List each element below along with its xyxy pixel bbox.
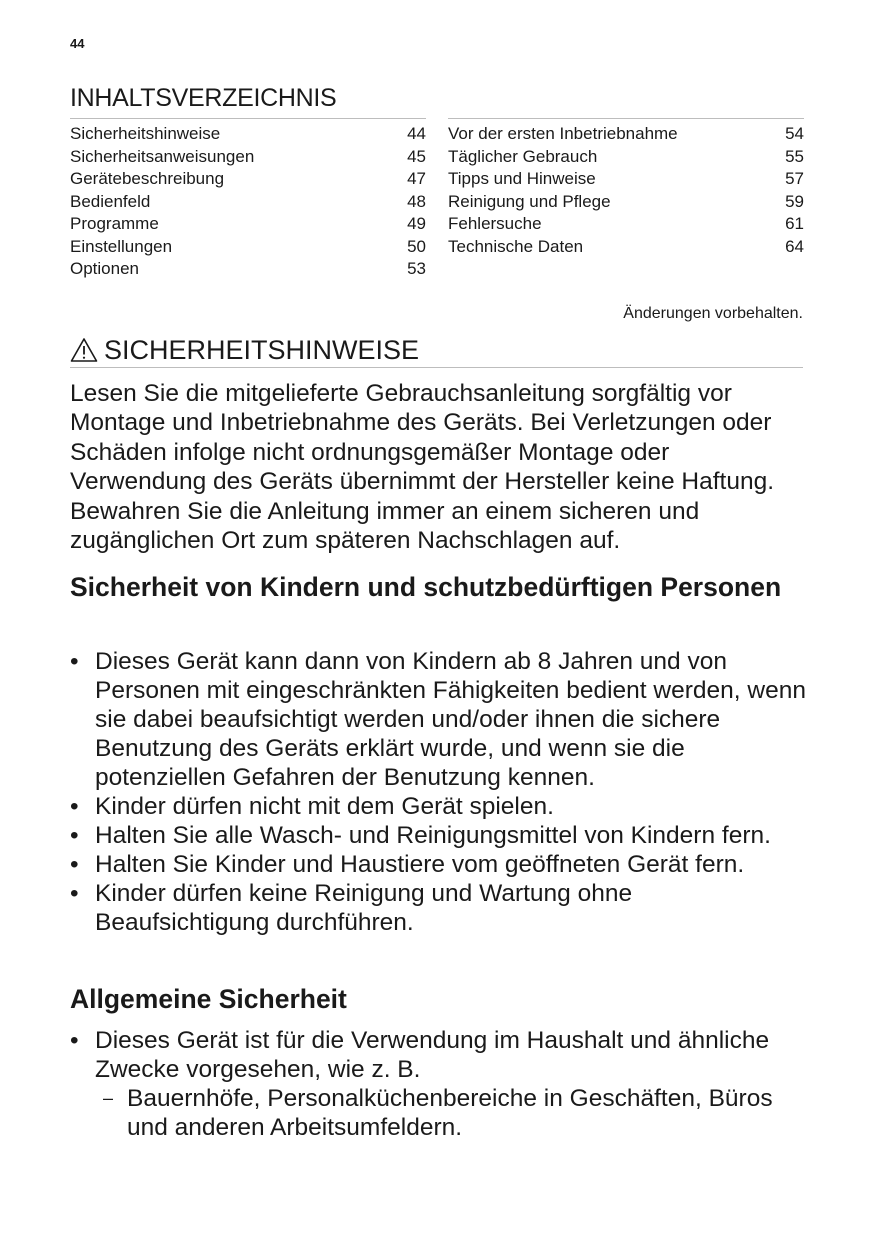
- general-safety-list: [70, 1026, 810, 1142]
- toc-entry-page: 61: [785, 214, 804, 233]
- list-item-text: Dieses Gerät ist für die Verwendung im Haushalt und ähnliche Zwecke vorgesehen, wie z. B.: [95, 1027, 770, 1083]
- toc-entry-page: 48: [407, 191, 426, 211]
- toc-entry-label: Einstellungen: [70, 236, 173, 256]
- toc-entry-label: Bedienfeld: [70, 191, 151, 211]
- list-item: [70, 879, 810, 937]
- toc-entry[interactable]: [448, 236, 804, 259]
- toc-entry-page: 57: [785, 169, 804, 188]
- list-item-text: Dieses Gerät kann dann von Kindern ab 8 Jahren und von Personen mit eingeschränkten Fähigkeiten bedient werden, wenn sie dabei beaufsichtigt werden und/oder ihnen die sichere Benutzung des Geräts erklärt wurde, und wenn sie die potenziellen Gefahren der Benutzung kennen.: [95, 648, 806, 791]
- sub-list-item-text: Bauernhöfe, Personalküchenbereiche in Geschäften, Büros und anderen Arbeitsumfeldern.: [127, 1085, 773, 1141]
- toc-entry[interactable]: [448, 146, 804, 169]
- toc-entry-page: 53: [407, 259, 426, 278]
- toc-entry[interactable]: [70, 191, 426, 214]
- toc-entry[interactable]: [70, 258, 426, 281]
- toc-entry-page: 47: [407, 169, 426, 188]
- bullet-marker: •: [70, 880, 79, 907]
- safety-title-text: SICHERHEITSHINWEISE: [104, 334, 420, 365]
- list-item-text: Kinder dürfen keine Reinigung und Wartung ohne Beaufsichtigung durchführen.: [95, 880, 633, 936]
- toc-entry-label: Programme: [70, 214, 159, 233]
- page-number: 44: [70, 36, 85, 51]
- toc-entry-label: Technische Daten: [448, 236, 584, 256]
- bullet-marker: •: [70, 851, 79, 878]
- toc-entry-page: 45: [407, 146, 426, 166]
- changes-reserved-note: Änderungen vorbehalten.: [623, 305, 803, 322]
- toc-entry-page: 55: [785, 146, 804, 166]
- dash-marker: –: [103, 1088, 114, 1108]
- toc-entry[interactable]: [448, 168, 804, 191]
- toc-entry-label: Täglicher Gebrauch: [448, 146, 598, 166]
- toc-right-column: [448, 118, 804, 258]
- toc-entry[interactable]: [70, 213, 426, 236]
- warning-triangle-icon: [70, 337, 98, 363]
- toc-entry[interactable]: [448, 123, 804, 146]
- toc-entry-page: 54: [785, 124, 804, 143]
- list-item-text: Halten Sie Kinder und Haustiere vom geöffneten Gerät fern.: [95, 851, 745, 878]
- toc-entry-label: Gerätebeschreibung: [70, 169, 225, 188]
- toc-entry-label: Vor der ersten Inbetriebnahme: [448, 124, 678, 143]
- safety-intro-paragraph: Lesen Sie die mitgelieferte Gebrauchsanleitung sorgfältig vor Montage und Inbetriebnahme des Geräts. Bei Verletzungen oder Schäden infolge nicht ordnungsgemäßer Montage oder Verwendung des Geräts übernimmt der Hersteller keine Haftung. Bewahren Sie die Anleitung immer an einem sicheren und zugänglichen Ort zum späteren Nachschlagen auf.: [70, 380, 775, 555]
- toc-entry[interactable]: [70, 123, 426, 146]
- children-safety-heading: Sicherheit von Kindern und schutzbedürftigen Personen: [70, 572, 782, 602]
- toc-entry-page: 50: [407, 236, 426, 256]
- toc-entry-label: Sicherheitsanweisungen: [70, 146, 255, 166]
- toc-entry[interactable]: [70, 168, 426, 191]
- list-item-text: Kinder dürfen nicht mit dem Gerät spielen.: [95, 793, 554, 820]
- general-safety-heading: Allgemeine Sicherheit: [70, 984, 347, 1014]
- list-item: [70, 850, 810, 879]
- toc-entry-label: Reinigung und Pflege: [448, 191, 611, 211]
- sub-list-item: [95, 1084, 810, 1142]
- toc-entry-label: Optionen: [70, 259, 139, 278]
- toc-title: INHALTSVERZEICHNIS: [70, 84, 337, 112]
- toc-entry-page: 59: [785, 191, 804, 211]
- toc-left-column: [70, 118, 426, 281]
- toc-entry-page: 44: [407, 124, 426, 143]
- bullet-marker: •: [70, 822, 79, 849]
- children-safety-list: [70, 647, 810, 937]
- bullet-marker: •: [70, 793, 79, 820]
- toc-entry[interactable]: [70, 236, 426, 259]
- toc-entry-page: 49: [407, 214, 426, 233]
- list-item: [70, 792, 810, 821]
- toc-entry-label: Fehlersuche: [448, 214, 542, 233]
- list-item: [70, 821, 810, 850]
- list-item: [70, 647, 810, 792]
- bullet-marker: •: [70, 1027, 79, 1054]
- toc-entry-page: 64: [785, 236, 804, 256]
- list-item: [70, 1026, 810, 1142]
- toc-entry[interactable]: [448, 191, 804, 214]
- safety-section-title: [70, 333, 803, 368]
- list-item-text: Halten Sie alle Wasch- und Reinigungsmittel von Kindern fern.: [95, 822, 771, 849]
- bullet-marker: •: [70, 648, 79, 675]
- toc-entry[interactable]: [448, 213, 804, 236]
- toc-entry-label: Tipps und Hinweise: [448, 169, 596, 188]
- toc-entry-label: Sicherheitshinweise: [70, 124, 221, 143]
- general-safety-sublist: [95, 1084, 810, 1142]
- toc-entry[interactable]: [70, 146, 426, 169]
